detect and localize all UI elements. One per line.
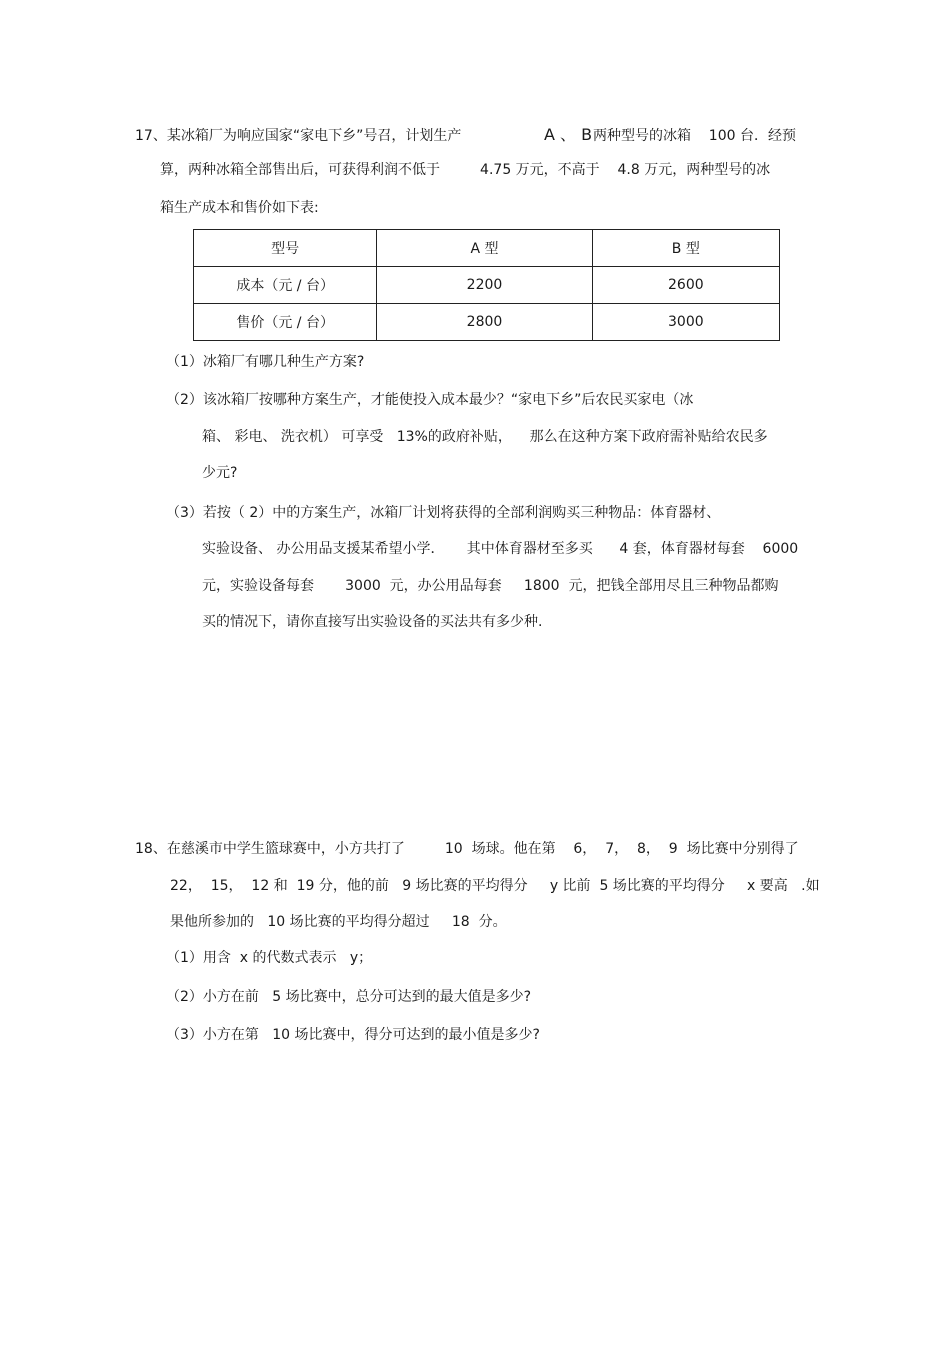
table-row bbox=[194, 304, 780, 341]
table-header-cell: 型号 bbox=[194, 230, 377, 267]
q18-part-1: （1）用含 x 的代数式表示 y； bbox=[166, 950, 373, 966]
q18-part-3: （3）小方在第 10 场比赛中，得分可达到的最小值是多少? bbox=[166, 1027, 540, 1043]
table-cell: 成本（元 / 台） bbox=[194, 267, 377, 304]
q17-part-3-line-2: 实验设备、 办公用品支援某希望小学． 其中体育器材至多买 4 套，体育器材每套 6000 bbox=[202, 541, 799, 557]
q17-part-2-line-1: （2）该冰箱厂按哪种方案生产，才能使投入成本最少？“家电下乡”后农民买家电（冰 bbox=[166, 392, 694, 408]
q18-line-1: 18、在慈溪市中学生篮球赛中，小方共打了 10 场球。他在第 6， 7， 8， 9 场比赛中分别得了 bbox=[135, 841, 799, 857]
q17-part-3-line-4: 买的情况下，请你直接写出实验设备的买法共有多少种. bbox=[202, 614, 543, 630]
q17-part-2-line-3: 少元? bbox=[202, 465, 238, 481]
q17-line-1c: 两种型号的冰箱 100 台．经预 bbox=[593, 128, 796, 144]
q17-line-1b: A 、 B bbox=[544, 125, 593, 144]
q17-part-1: （1）冰箱厂有哪几种生产方案? bbox=[166, 354, 365, 370]
table-cell: 2600 bbox=[592, 267, 779, 304]
q17-line-3: 箱生产成本和售价如下表: bbox=[160, 200, 319, 216]
q18-part-2: （2）小方在前 5 场比赛中，总分可达到的最大值是多少? bbox=[166, 989, 532, 1005]
table-header-row bbox=[194, 230, 780, 267]
q17-part-2-line-2: 箱、 彩电、 洗衣机） 可享受 13%的政府补贴， 那么在这种方案下政府需补贴给农民多 bbox=[202, 429, 768, 445]
q17-part-3-line-1: （3）若按（ 2）中的方案生产，冰箱厂计划将获得的全部利润购买三种物品：体育器材、 bbox=[166, 505, 721, 521]
q17-part-3-line-3: 元，实验设备每套 3000 元，办公用品每套 1800 元，把钱全部用尽且三种物品都购 bbox=[202, 578, 779, 594]
table-cell: 2200 bbox=[377, 267, 592, 304]
q17-line-2: 算，两种冰箱全部售出后，可获得利润不低于 4.75 万元，不高于 4.8 万元，两种型号的冰 bbox=[160, 162, 771, 178]
table-cell: 售价（元 / 台） bbox=[194, 304, 377, 341]
table-cell: 2800 bbox=[377, 304, 592, 341]
cost-price-table bbox=[193, 229, 780, 341]
q17-line-1a: 17、某冰箱厂为响应国家“家电下乡”号召，计划生产 bbox=[135, 128, 462, 144]
table-cell: 3000 bbox=[592, 304, 779, 341]
q18-line-2: 22， 15， 12 和 19 分，他的前 9 场比赛的平均得分 y 比前 5 场比赛的平均得分 x 要高 .如 bbox=[170, 878, 820, 894]
q18-line-3: 果他所参加的 10 场比赛的平均得分超过 18 分。 bbox=[170, 914, 507, 930]
table-header-cell: B 型 bbox=[592, 230, 779, 267]
table-header-cell: A 型 bbox=[377, 230, 592, 267]
table-row bbox=[194, 267, 780, 304]
